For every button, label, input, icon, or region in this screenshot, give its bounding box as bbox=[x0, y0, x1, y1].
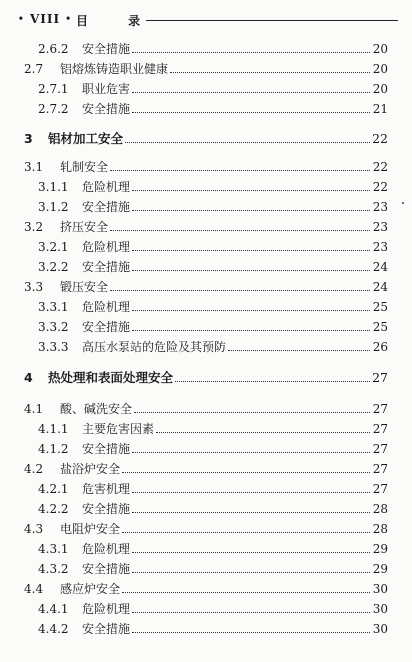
dot-leader bbox=[132, 572, 370, 573]
dot-leader bbox=[122, 472, 370, 473]
toc-entry-page-number: 30 bbox=[372, 602, 388, 616]
dot-leader bbox=[122, 532, 370, 533]
dot-leader bbox=[134, 412, 370, 413]
dot-leader bbox=[125, 142, 370, 143]
toc-entry-page-number: 27 bbox=[372, 370, 388, 385]
toc-entry[interactable] bbox=[38, 236, 388, 254]
toc-entry[interactable] bbox=[24, 276, 388, 294]
toc-entry-page-number: 20 bbox=[372, 42, 388, 56]
toc-entry-page-number: 27 bbox=[372, 482, 388, 496]
toc-entry[interactable] bbox=[38, 256, 388, 274]
toc-entry[interactable] bbox=[38, 98, 388, 116]
dot-leader bbox=[175, 381, 370, 382]
header-rule bbox=[146, 20, 398, 21]
toc-entry-page-number: 27 bbox=[372, 402, 388, 416]
toc-entry[interactable] bbox=[24, 578, 388, 596]
toc-entry-title: 安全措施 bbox=[82, 562, 131, 576]
dot-leader bbox=[132, 52, 370, 53]
scan-speck bbox=[402, 202, 404, 204]
toc-entry[interactable] bbox=[38, 498, 388, 516]
toc-entry-number: 4 bbox=[24, 370, 33, 385]
toc-entry-number: 4.3.2 bbox=[38, 562, 69, 576]
toc-entry-title: 安全措施 bbox=[82, 502, 131, 516]
toc-entry-title: 安全措施 bbox=[82, 622, 131, 636]
toc-entry-page-number: 20 bbox=[372, 82, 388, 96]
dot-leader bbox=[122, 592, 370, 593]
page-number-mark: • VIII • bbox=[18, 12, 73, 26]
toc-entry-page-number: 27 bbox=[372, 462, 388, 476]
toc-entry[interactable] bbox=[24, 518, 388, 536]
dot-leader bbox=[132, 210, 370, 211]
toc-entry-title: 职业危害 bbox=[82, 82, 131, 96]
toc-entry-page-number: 25 bbox=[372, 320, 388, 334]
toc-entry-page-number: 24 bbox=[372, 260, 388, 274]
page-title: 目 录 bbox=[76, 14, 159, 28]
toc-entry[interactable] bbox=[38, 38, 388, 56]
dot-leader bbox=[132, 632, 370, 633]
toc-entry-number: 4.4 bbox=[24, 582, 44, 596]
toc-entry-title: 热处理和表面处理安全 bbox=[48, 370, 174, 385]
toc-entry-page-number: 28 bbox=[372, 502, 388, 516]
dot-leader bbox=[132, 270, 370, 271]
dot-leader bbox=[110, 170, 370, 171]
toc-entry-number: 3.1.1 bbox=[38, 180, 69, 194]
dot-leader bbox=[156, 432, 370, 433]
toc-entry-title: 危害机理 bbox=[82, 482, 131, 496]
toc-entry-page-number: 21 bbox=[372, 102, 388, 116]
toc-entry-number: 4.4.2 bbox=[38, 622, 69, 636]
dot-leader bbox=[110, 230, 370, 231]
toc-entry-page-number: 30 bbox=[372, 582, 388, 596]
dot-leader bbox=[110, 290, 370, 291]
toc-entry-title: 主要危害因素 bbox=[82, 422, 155, 436]
toc-entry[interactable] bbox=[38, 598, 388, 616]
toc-entry-title: 铝材加工安全 bbox=[48, 131, 124, 146]
toc-entry-page-number: 24 bbox=[372, 280, 388, 294]
toc-entry-title: 危险机理 bbox=[82, 542, 131, 556]
toc-entry[interactable] bbox=[24, 398, 388, 416]
toc-entry-page-number: 27 bbox=[372, 442, 388, 456]
toc-entry-title: 铝熔炼铸造职业健康 bbox=[60, 62, 169, 76]
toc-entry-number: 3 bbox=[24, 131, 33, 146]
dot-leader bbox=[132, 250, 370, 251]
toc-entry-number: 3.2 bbox=[24, 220, 44, 234]
toc-entry-number: 4.1 bbox=[24, 402, 44, 416]
toc-entry-title: 安全措施 bbox=[82, 320, 131, 334]
toc-entry[interactable] bbox=[38, 478, 388, 496]
toc-entry-page-number: 27 bbox=[372, 422, 388, 436]
toc-entry-title: 盐浴炉安全 bbox=[60, 462, 121, 476]
running-header bbox=[18, 10, 398, 28]
toc-entry-title: 安全措施 bbox=[82, 102, 131, 116]
toc-entry-title: 酸、碱洗安全 bbox=[60, 402, 133, 416]
dot-leader bbox=[228, 350, 370, 351]
toc-entry-number: 4.4.1 bbox=[38, 602, 69, 616]
toc-entry-page-number: 26 bbox=[372, 340, 388, 354]
toc-entry-number: 4.1.1 bbox=[38, 422, 69, 436]
toc-entry[interactable] bbox=[38, 438, 388, 456]
dot-leader bbox=[132, 452, 370, 453]
toc-entry-title: 锻压安全 bbox=[60, 280, 109, 294]
toc-entry-page-number: 20 bbox=[372, 62, 388, 76]
toc-entry-page-number: 23 bbox=[372, 200, 388, 214]
toc-entry-page-number: 22 bbox=[372, 180, 388, 194]
toc-entry[interactable] bbox=[24, 58, 388, 76]
toc-entry-number: 3.3 bbox=[24, 280, 44, 294]
page-roman-numeral: VIII bbox=[29, 12, 61, 26]
toc-entry-title: 安全措施 bbox=[82, 200, 131, 214]
toc-entry-title: 危险机理 bbox=[82, 602, 131, 616]
dot-leader bbox=[132, 492, 370, 493]
toc-entry-page-number: 29 bbox=[372, 562, 388, 576]
toc-entry-number: 4.3 bbox=[24, 522, 44, 536]
toc-entry[interactable] bbox=[38, 558, 388, 576]
toc-entry-title: 电阻炉安全 bbox=[60, 522, 121, 536]
toc-entry[interactable] bbox=[24, 128, 388, 146]
toc-entry-number: 2.6.2 bbox=[38, 42, 69, 56]
toc-entry-page-number: 23 bbox=[372, 220, 388, 234]
toc-entry-title: 危险机理 bbox=[82, 240, 131, 254]
toc-entry-number: 3.3.1 bbox=[38, 300, 69, 314]
toc-entry[interactable] bbox=[38, 316, 388, 334]
toc-entry[interactable] bbox=[38, 618, 388, 636]
dot-leader bbox=[132, 330, 370, 331]
toc-entry-number: 3.1.2 bbox=[38, 200, 69, 214]
toc-entry-title: 挤压安全 bbox=[60, 220, 109, 234]
toc-entry[interactable] bbox=[24, 216, 388, 234]
toc-entry-page-number: 29 bbox=[372, 542, 388, 556]
toc-entry[interactable] bbox=[38, 196, 388, 214]
toc-entry[interactable] bbox=[38, 78, 388, 96]
toc-entry[interactable] bbox=[24, 458, 388, 476]
dot-leader bbox=[132, 92, 370, 93]
toc-entry-number: 4.2 bbox=[24, 462, 44, 476]
toc-entry-number: 3.2.2 bbox=[38, 260, 69, 274]
toc-entry[interactable] bbox=[24, 156, 388, 174]
dot-leader bbox=[132, 190, 370, 191]
toc-entry[interactable] bbox=[38, 176, 388, 194]
toc-entry-number: 4.2.2 bbox=[38, 502, 69, 516]
toc-entry-page-number: 25 bbox=[372, 300, 388, 314]
toc-entry-page-number: 28 bbox=[372, 522, 388, 536]
toc-entry-number: 4.1.2 bbox=[38, 442, 69, 456]
toc-entry[interactable] bbox=[38, 538, 388, 556]
toc-entry[interactable] bbox=[38, 296, 388, 314]
toc-entry-page-number: 23 bbox=[372, 240, 388, 254]
toc-entry-number: 2.7.2 bbox=[38, 102, 69, 116]
toc-entry-title: 安全措施 bbox=[82, 42, 131, 56]
dot-leader bbox=[132, 612, 370, 613]
toc-entry[interactable] bbox=[24, 367, 388, 385]
toc-entry-number: 2.7 bbox=[24, 62, 44, 76]
toc-entry-title: 高压水泵站的危险及其预防 bbox=[82, 340, 227, 354]
dot-leader bbox=[132, 512, 370, 513]
dot-leader bbox=[132, 310, 370, 311]
toc-entry-page-number: 22 bbox=[372, 160, 388, 174]
toc-entry-page-number: 30 bbox=[372, 622, 388, 636]
toc-entry-title: 安全措施 bbox=[82, 442, 131, 456]
toc-entry-number: 4.3.1 bbox=[38, 542, 69, 556]
toc-entry-title: 安全措施 bbox=[82, 260, 131, 274]
dot-leader bbox=[170, 72, 370, 73]
toc-entry[interactable] bbox=[38, 418, 388, 436]
toc-entry-number: 4.2.1 bbox=[38, 482, 69, 496]
toc-entry-number: 3.1 bbox=[24, 160, 44, 174]
toc-entry-number: 3.3.2 bbox=[38, 320, 69, 334]
toc-entry-title: 危险机理 bbox=[82, 180, 131, 194]
toc-entry-number: 2.7.1 bbox=[38, 82, 69, 96]
toc-entry-title: 危险机理 bbox=[82, 300, 131, 314]
toc-entry-page-number: 22 bbox=[372, 131, 388, 146]
dot-leader bbox=[132, 552, 370, 553]
toc-entry-number: 3.2.1 bbox=[38, 240, 69, 254]
toc-entry-title: 感应炉安全 bbox=[60, 582, 121, 596]
toc-entry-title: 轧制安全 bbox=[60, 160, 109, 174]
toc-entry[interactable] bbox=[38, 336, 388, 354]
dot-leader bbox=[132, 112, 370, 113]
toc-entry-number: 3.3.3 bbox=[38, 340, 69, 354]
